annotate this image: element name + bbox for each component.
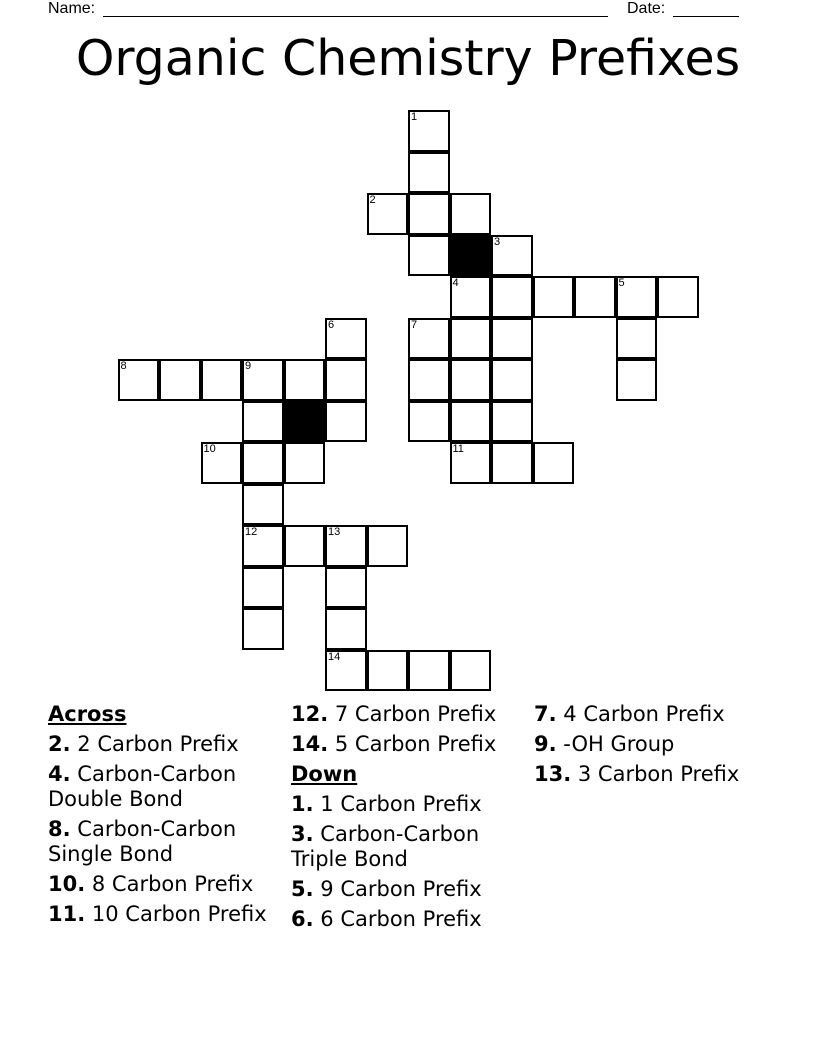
grid-cell[interactable] <box>325 359 367 401</box>
grid-cell[interactable] <box>616 318 658 360</box>
grid-cell[interactable] <box>325 525 367 567</box>
clue-text: 4 Carbon Prefix <box>563 702 725 726</box>
cell-number: 2 <box>369 194 376 206</box>
date-label: Date: <box>627 0 666 17</box>
clue-text: 6 Carbon Prefix <box>320 907 482 931</box>
clue-text: 7 Carbon Prefix <box>334 702 497 726</box>
clue-text: 9 Carbon Prefix <box>320 877 482 901</box>
across-clue <box>291 732 526 757</box>
grid-cell[interactable] <box>450 401 492 443</box>
grid-cell[interactable] <box>242 608 284 650</box>
grid-cell[interactable] <box>408 110 450 152</box>
grid-cell[interactable] <box>284 442 326 484</box>
clue-number: 2. <box>48 732 71 756</box>
clue-number: 5. <box>291 877 314 901</box>
grid-cell[interactable] <box>242 525 284 567</box>
cell-number: 10 <box>203 443 216 455</box>
clue-text: 1 Carbon Prefix <box>320 792 482 816</box>
grid-cell[interactable] <box>408 359 450 401</box>
grid-cell[interactable] <box>491 401 533 443</box>
clue-text: 2 Carbon Prefix <box>77 732 239 756</box>
grid-cell[interactable] <box>325 608 367 650</box>
cell-number: 1 <box>411 111 418 123</box>
grid-cell[interactable] <box>657 276 699 318</box>
grid-cell[interactable] <box>325 401 367 443</box>
grid-cell[interactable] <box>450 359 492 401</box>
cell-number: 4 <box>452 277 459 289</box>
grid-cell[interactable] <box>242 567 284 609</box>
grid-cell-blocked <box>284 401 326 443</box>
clue-number: 7. <box>534 702 557 726</box>
down-clue <box>291 877 526 902</box>
cell-number: 12 <box>245 526 258 538</box>
cell-number: 8 <box>120 360 127 372</box>
grid-cell[interactable] <box>325 650 367 692</box>
grid-cell[interactable] <box>450 193 492 235</box>
down-clue <box>534 732 769 757</box>
cell-number: 11 <box>452 443 464 455</box>
clue-text: Carbon-Carbon Single Bond <box>48 817 237 866</box>
grid-cell[interactable] <box>574 276 616 318</box>
grid-cell[interactable] <box>118 359 160 401</box>
grid-cell-blocked <box>450 235 492 277</box>
grid-cell[interactable] <box>616 276 658 318</box>
grid-cell[interactable] <box>491 276 533 318</box>
cell-number: 5 <box>618 277 625 289</box>
name-label: Name: <box>48 0 96 17</box>
clue-number: 14. <box>291 732 329 756</box>
clue-text: 3 Carbon Prefix <box>577 762 740 786</box>
grid-cell[interactable] <box>325 567 367 609</box>
grid-cell[interactable] <box>450 442 492 484</box>
down-clue <box>534 762 769 787</box>
grid-cell[interactable] <box>533 442 575 484</box>
grid-cell[interactable] <box>201 359 243 401</box>
cell-number: 7 <box>411 318 418 331</box>
clue-text: Carbon-Carbon Double Bond <box>48 762 237 811</box>
clue-column-2 <box>291 702 526 937</box>
grid-cell[interactable] <box>367 525 409 567</box>
down-clue <box>291 907 526 932</box>
cell-number: 3 <box>494 235 501 248</box>
clue-number: 11. <box>48 902 86 926</box>
across-clue <box>48 732 283 757</box>
clue-number: 13. <box>534 762 572 786</box>
down-heading: Down <box>291 762 358 786</box>
down-clue <box>291 822 526 872</box>
clue-number: 6. <box>291 907 314 931</box>
grid-cell[interactable] <box>367 193 409 235</box>
grid-cell[interactable] <box>367 650 409 692</box>
grid-cell[interactable] <box>242 401 284 443</box>
across-clue <box>48 902 283 927</box>
grid-cell[interactable] <box>408 193 450 235</box>
grid-cell[interactable] <box>325 318 367 360</box>
clues-section <box>48 702 768 1002</box>
across-heading: Across <box>48 702 127 726</box>
grid-cell[interactable] <box>533 276 575 318</box>
grid-cell[interactable] <box>284 525 326 567</box>
grid-cell[interactable] <box>408 235 450 277</box>
clue-column-1 <box>48 702 283 932</box>
grid-cell[interactable] <box>616 359 658 401</box>
clue-number: 3. <box>291 822 314 846</box>
clue-number: 1. <box>291 792 314 816</box>
grid-cell[interactable] <box>450 276 492 318</box>
grid-cell[interactable] <box>159 359 201 401</box>
cell-number: 14 <box>328 650 341 663</box>
grid-cell[interactable] <box>408 401 450 443</box>
clue-text: 5 Carbon Prefix <box>334 732 497 756</box>
down-clue <box>291 792 526 817</box>
grid-cell[interactable] <box>242 442 284 484</box>
down-clue <box>534 702 769 727</box>
grid-cell[interactable] <box>408 152 450 194</box>
clue-text: 10 Carbon Prefix <box>91 902 267 926</box>
across-clue <box>48 762 283 812</box>
clue-number: 4. <box>48 762 71 786</box>
across-clue <box>291 702 526 727</box>
grid-cell[interactable] <box>491 359 533 401</box>
grid-cell[interactable] <box>284 359 326 401</box>
grid-cell[interactable] <box>491 235 533 277</box>
clue-column-3 <box>534 702 769 792</box>
grid-cell[interactable] <box>450 318 492 360</box>
clue-number: 8. <box>48 817 71 841</box>
clue-text: 8 Carbon Prefix <box>91 872 254 896</box>
across-clue <box>48 817 283 867</box>
clue-number: 10. <box>48 872 86 896</box>
clue-number: 12. <box>291 702 329 726</box>
clue-number: 9. <box>534 732 557 756</box>
cell-number: 13 <box>328 526 341 538</box>
grid-cell[interactable] <box>201 442 243 484</box>
grid-cell[interactable] <box>242 359 284 401</box>
grid-cell[interactable] <box>408 318 450 360</box>
clue-text: -OH Group <box>563 732 675 756</box>
grid-cell[interactable] <box>491 318 533 360</box>
cell-number: 9 <box>245 360 252 372</box>
cell-number: 6 <box>328 318 335 331</box>
grid-cell[interactable] <box>450 650 492 692</box>
grid-cell[interactable] <box>242 484 284 526</box>
clue-text: Carbon-Carbon Triple Bond <box>291 822 480 871</box>
grid-cell[interactable] <box>491 442 533 484</box>
grid-cell[interactable] <box>408 650 450 692</box>
page-title: Organic Chemistry Prefixes <box>75 30 741 87</box>
across-clue <box>48 872 283 897</box>
